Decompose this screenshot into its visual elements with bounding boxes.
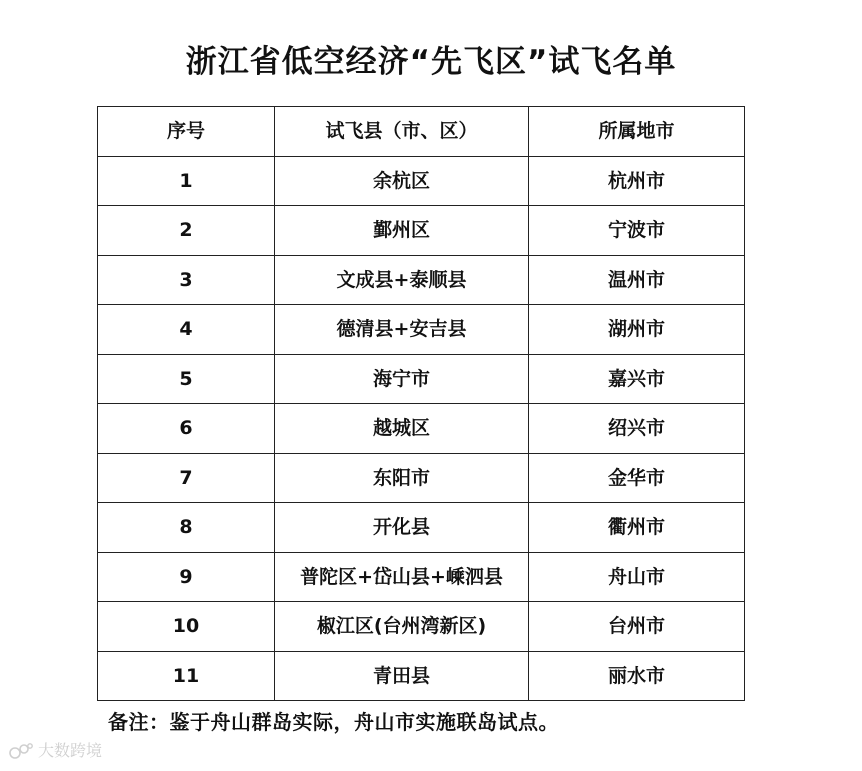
serial-number-cell: 5 [98, 354, 275, 404]
header-prefecture-city: 所属地市 [529, 107, 745, 157]
table-row [98, 206, 745, 256]
prefecture-city-cell: 温州市 [529, 255, 745, 305]
serial-number-cell: 10 [98, 602, 275, 652]
prefecture-city-cell: 湖州市 [529, 305, 745, 355]
pilot-county-cell: 文成县+泰顺县 [275, 255, 529, 305]
table-row [98, 404, 745, 454]
prefecture-city-cell: 台州市 [529, 602, 745, 652]
watermark [8, 741, 102, 761]
serial-number-cell: 11 [98, 651, 275, 701]
prefecture-city-cell: 衢州市 [529, 503, 745, 553]
table-row [98, 552, 745, 602]
serial-number-cell: 7 [98, 453, 275, 503]
header-pilot-county: 试飞县（市、区） [275, 107, 529, 157]
table-row [98, 503, 745, 553]
table-row [98, 156, 745, 206]
table-row [98, 255, 745, 305]
serial-number-cell: 1 [98, 156, 275, 206]
serial-number-cell: 8 [98, 503, 275, 553]
watermark-logo-icon [8, 741, 34, 761]
pilot-county-cell: 海宁市 [275, 354, 529, 404]
prefecture-city-cell: 杭州市 [529, 156, 745, 206]
serial-number-cell: 6 [98, 404, 275, 454]
pilot-county-cell: 鄞州区 [275, 206, 529, 256]
serial-number-cell: 4 [98, 305, 275, 355]
page-title: 浙江省低空经济“先飞区”试飞名单 [185, 44, 677, 80]
pilot-county-cell: 开化县 [275, 503, 529, 553]
pilot-county-cell: 普陀区+岱山县+嵊泗县 [275, 552, 529, 602]
pilot-county-cell: 越城区 [275, 404, 529, 454]
table-row [98, 354, 745, 404]
prefecture-city-cell: 金华市 [529, 453, 745, 503]
table-header-row [98, 107, 745, 157]
prefecture-city-cell: 绍兴市 [529, 404, 745, 454]
footnote: 备注：鉴于舟山群岛实际，舟山市实施联岛试点。 [108, 710, 559, 734]
prefecture-city-cell: 舟山市 [529, 552, 745, 602]
pilot-county-cell: 东阳市 [275, 453, 529, 503]
prefecture-city-cell: 嘉兴市 [529, 354, 745, 404]
pilot-county-cell: 余杭区 [275, 156, 529, 206]
pilot-county-cell: 德清县+安吉县 [275, 305, 529, 355]
pilot-county-cell: 椒江区(台州湾新区) [275, 602, 529, 652]
pilot-list-table [97, 106, 745, 701]
prefecture-city-cell: 丽水市 [529, 651, 745, 701]
table-row [98, 602, 745, 652]
pilot-county-cell: 青田县 [275, 651, 529, 701]
table-row [98, 651, 745, 701]
table-row [98, 305, 745, 355]
serial-number-cell: 9 [98, 552, 275, 602]
serial-number-cell: 2 [98, 206, 275, 256]
watermark-text: 大数跨境 [38, 741, 103, 760]
prefecture-city-cell: 宁波市 [529, 206, 745, 256]
header-serial-number: 序号 [98, 107, 275, 157]
serial-number-cell: 3 [98, 255, 275, 305]
table-row [98, 453, 745, 503]
